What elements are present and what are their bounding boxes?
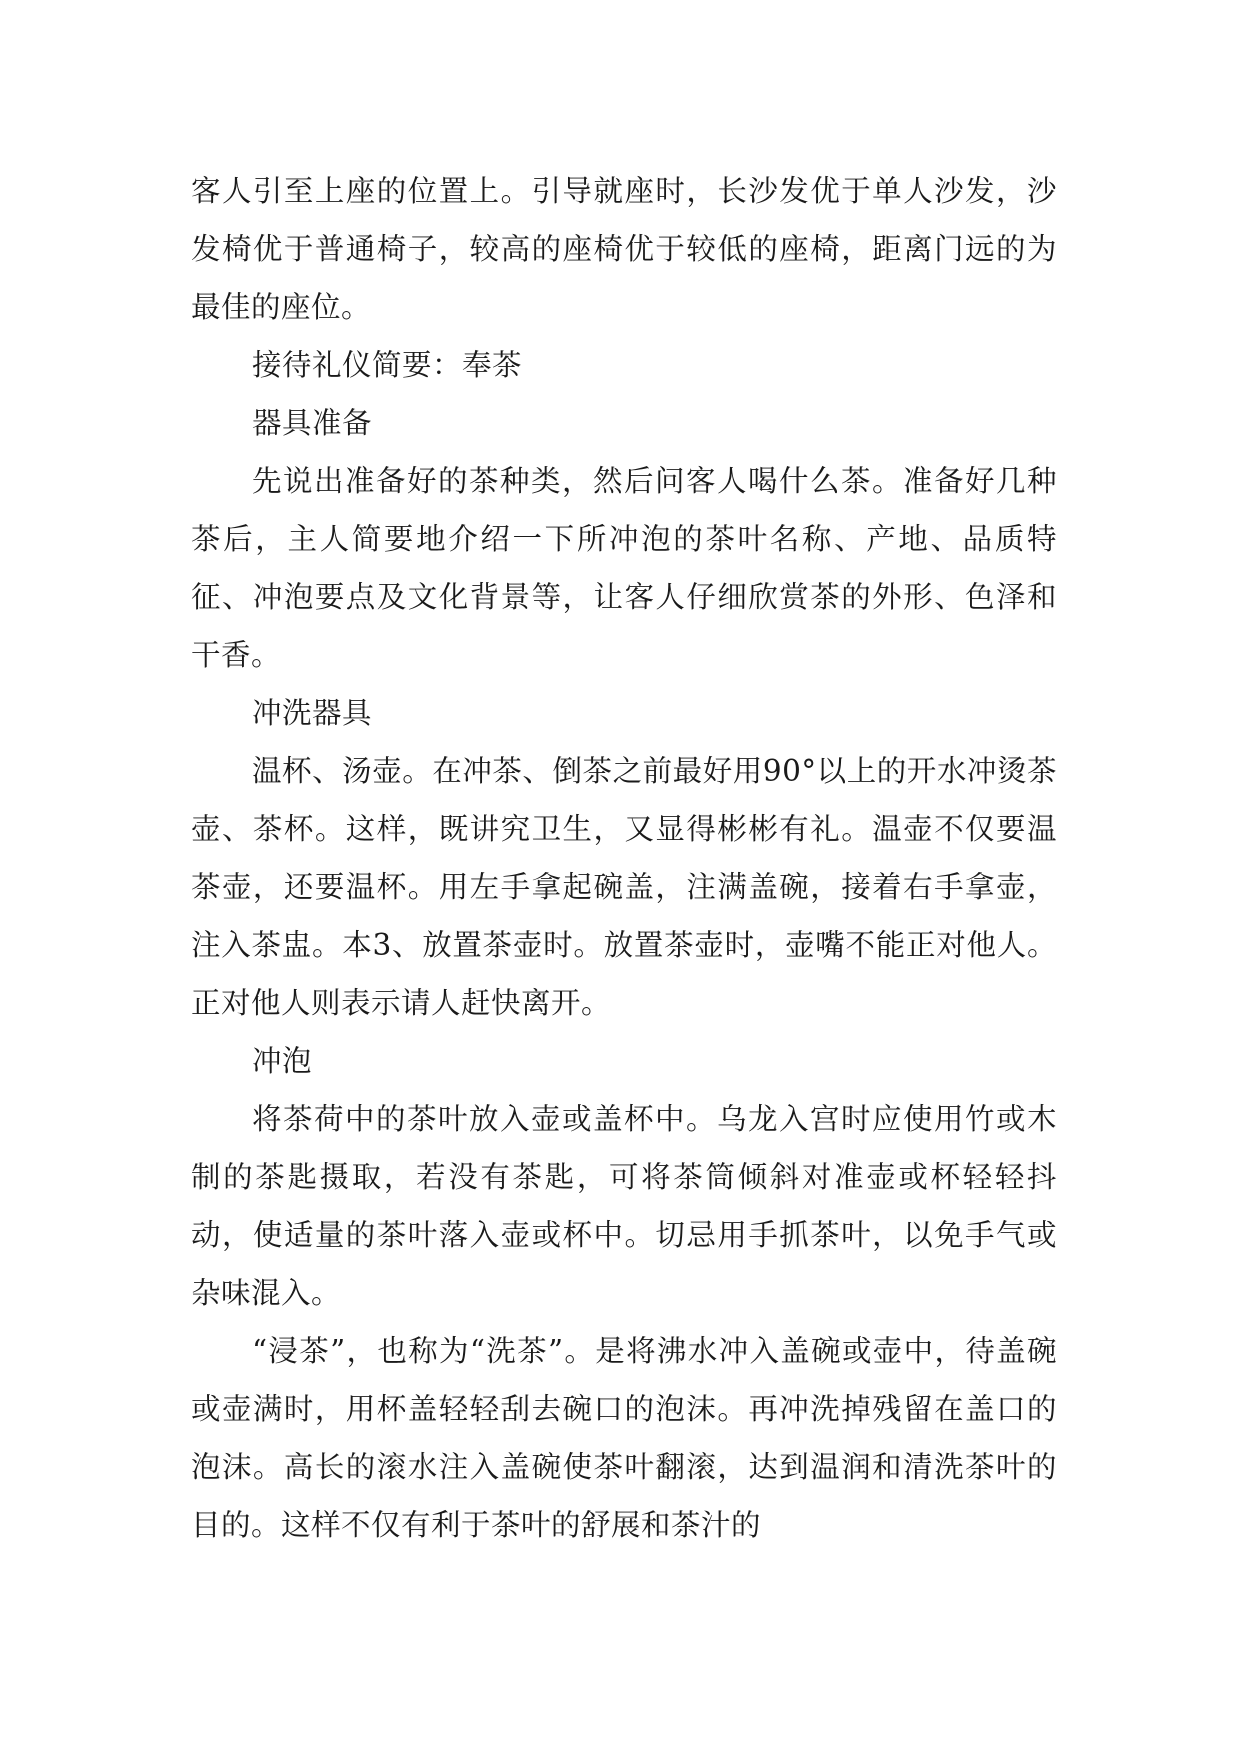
document-body — [191, 162, 1057, 1554]
paragraph-rinsing-tea: “浸茶”，也称为“洗茶”。是将沸水冲入盖碗或壶中，待盖碗或壶满时，用杯盖轻轻刮去碗口的泡沫。再冲洗掉残留在盖口的泡沫。高长的滚水注入盖碗使茶叶翻滚，达到温润和清洗茶叶的目的。这样不仅有利于茶叶的舒展和茶汁的 — [191, 1334, 1057, 1542]
heading-utensil-preparation: 器具准备 — [252, 406, 373, 440]
heading-serving-tea: 接待礼仪简要：奉茶 — [252, 348, 523, 382]
paragraph-tea-selection: 先说出准备好的茶种类，然后问客人喝什么茶。准备好几种茶后，主人简要地介绍一下所冲泡的茶叶名称、产地、品质特征、冲泡要点及文化背景等，让客人仔细欣赏茶的外形、色泽和干香。 — [191, 464, 1057, 672]
paragraph-adding-leaves: 将茶荷中的茶叶放入壶或盖杯中。乌龙入宫时应使用竹或木制的茶匙摄取，若没有茶匙，可将茶筒倾斜对准壶或杯轻轻抖动，使适量的茶叶落入壶或杯中。切忌用手抓茶叶，以免手气或杂味混入。 — [191, 1102, 1057, 1310]
paragraph-seating-continued: 客人引至上座的位置上。引导就座时，长沙发优于单人沙发，沙发椅优于普通椅子，较高的座椅优于较低的座椅，距离门远的为最佳的座位。 — [191, 174, 1057, 324]
heading-rinse-utensils: 冲洗器具 — [252, 696, 373, 730]
paragraph-warming-cups: 温杯、汤壶。在冲茶、倒茶之前最好用90°以上的开水冲烫茶壶、茶杯。这样，既讲究卫生，又显得彬彬有礼。温壶不仅要温茶壶，还要温杯。用左手拿起碗盖，注满盖碗，接着右手拿壶，注入茶盅。本3、放置茶壶时。放置茶壶时，壶嘴不能正对他人。正对他人则表示请人赶快离开。 — [191, 754, 1057, 1020]
heading-brewing: 冲泡 — [252, 1044, 313, 1078]
